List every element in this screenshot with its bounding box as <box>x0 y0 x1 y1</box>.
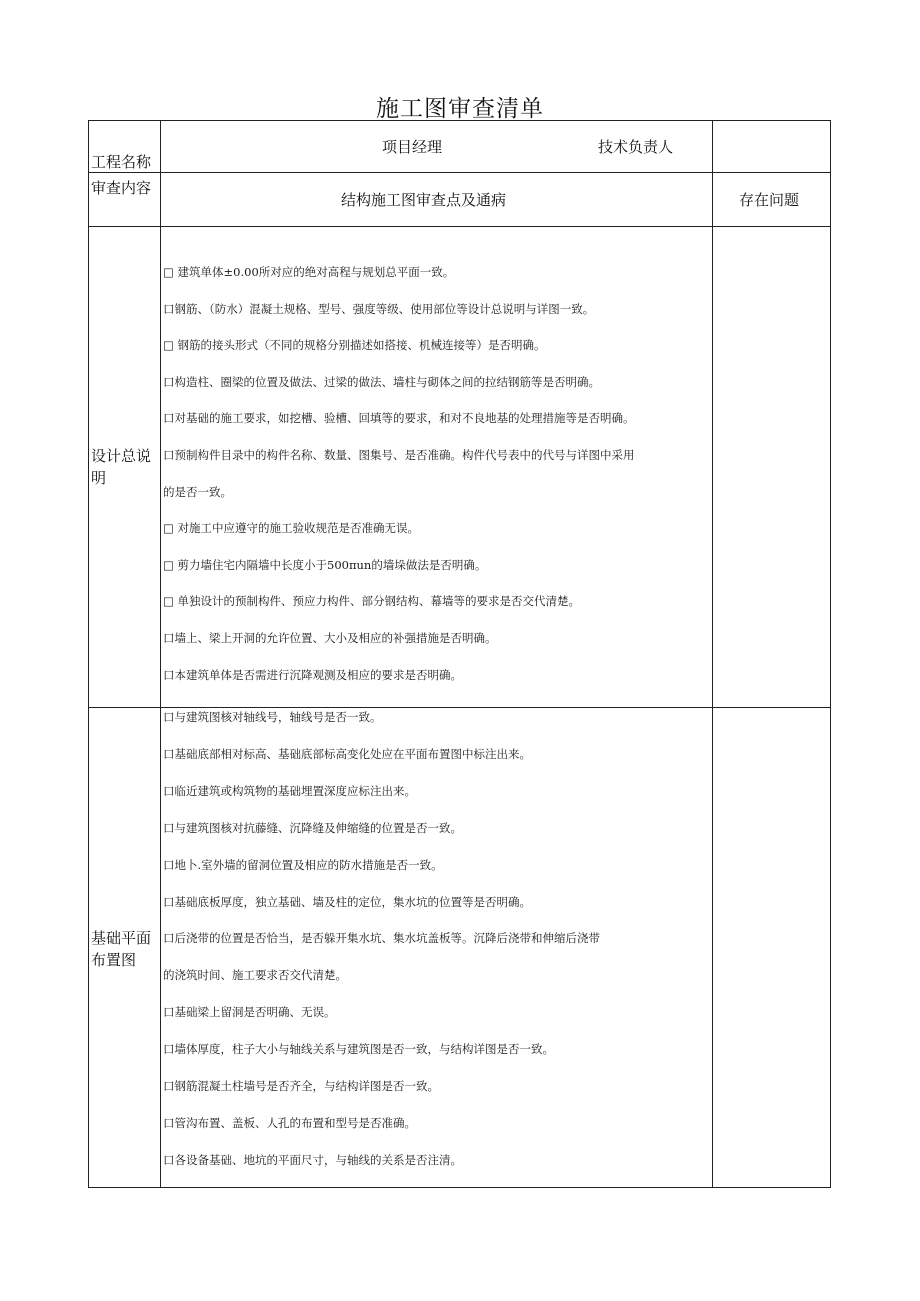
checklist-item: 的是否一致。 <box>163 484 232 499</box>
checklist-item: 口对基础的施工要求，如挖槽、验槽、回填等的要求，和对不良地基的处理措施等是否明确。 <box>163 411 635 426</box>
checklist-item: 口墙上、梁上开洞的允许位置、大小及相应的补强措施是否明确。 <box>163 631 497 645</box>
section-label-line: 布置图 <box>91 951 137 969</box>
checklist-item: 口管沟布置、盖板、人孔的布置和型号是否准确。 <box>163 1115 416 1130</box>
checklist-item: 的浇筑时间、施工要求否交代清楚。 <box>163 968 347 983</box>
checklist-item: 口钢筋、（防水）混凝土规格、型号、强度等级、使用部位等设计总说明与详图一致。 <box>163 301 595 316</box>
row-divider <box>89 226 830 227</box>
technical-lead-label: 技术负责人 <box>598 138 674 156</box>
checklist-item: 口墙体厚度，柱子大小与轴线关系与建筑图是否一致，与结构详图是否一致。 <box>163 1042 554 1057</box>
project-manager-label: 项目经理 <box>382 138 443 156</box>
checklist-item: 口基础底板厚度，独立基础、墙及柱的定位，集水坑的位置等是否明确。 <box>163 894 531 909</box>
row-divider <box>89 172 830 173</box>
checklist-item: 口本建筑单体是否需进行沉降观测及相应的要求是否明确。 <box>163 667 462 682</box>
checklist-item: 口各设备基础、地坑的平面尺寸，与轴线的关系是否注清。 <box>163 1152 462 1167</box>
section-label-foundation-plan <box>91 927 151 971</box>
row-divider <box>89 707 830 708</box>
issues-label: 存在问题 <box>739 191 800 209</box>
section-label-line: 设计总说 <box>91 447 152 465</box>
review-table <box>88 120 831 1188</box>
checklist-item: □ 对施工中应遵守的施工验收规范是否准确无误。 <box>163 521 420 536</box>
section-label-line: 基础平面 <box>91 929 152 947</box>
checklist-item: 口后浇带的位置是否恰当，是否躲开集水坑、集水坑盖板等。沉降后浇带和伸缩后浇带 <box>163 931 600 946</box>
checklist-item: 口预制构件目录中的构件名称、数量、图集号、是否准确。构件代号表中的代号与详图中采用 <box>163 448 635 462</box>
review-points-label: 结构施工图审查点及通病 <box>341 191 507 209</box>
review-content-label: 审查内容 <box>91 179 152 197</box>
column-divider <box>712 121 713 1187</box>
column-divider <box>160 121 161 1187</box>
section-label-design-notes <box>91 445 151 489</box>
checklist-item: 口与建筑图核对轴线号，轴线号是否一致。 <box>163 710 382 724</box>
checklist-item: □ 单独设计的预制构件、预应力构件、部分钢结构、幕墙等的要求是否交代清楚。 <box>163 594 581 609</box>
document-title: 施工图审查清单 <box>376 96 544 122</box>
checklist-item: 口钢筋混凝土柱墙号是否齐全，与结构详图是否一致。 <box>163 1079 439 1093</box>
section-label-line: 明 <box>91 469 107 487</box>
checklist-item: 口构造柱、圈梁的位置及做法、过梁的做法、墙柱与砌体之间的拉结钢筋等是否明确。 <box>163 374 600 389</box>
checklist-item: 口地卜.室外墙的留洞位置及相应的防水措施是否一致。 <box>163 857 443 872</box>
checklist-item: 口基础梁上留洞是否明确、无误。 <box>163 1005 336 1020</box>
checklist-item: 口与建筑图核对抗藤缝、沉降缝及伸缩缝的位置是否一致。 <box>163 820 462 835</box>
checklist-item: □ 剪力墙住宅内隔墙中长度小于500πun的墙垛做法是否明确。 <box>163 557 487 572</box>
checklist-item: 口临近建筑或构筑物的基础埋置深度应标注出来。 <box>163 783 416 798</box>
checklist-item: □ 钢筋的接头形式（不同的规格分别描述如搭接、机械连接等）是否明确。 <box>163 338 546 353</box>
checklist-item: □ 建筑单体±0.00所对应的绝对高程与规划总平面一致。 <box>163 265 455 279</box>
checklist-item: 口基础底部相对标高、基础底部标高变化处应在平面布置图中标注出来。 <box>163 746 531 761</box>
project-name-label: 工程名称 <box>91 153 152 171</box>
